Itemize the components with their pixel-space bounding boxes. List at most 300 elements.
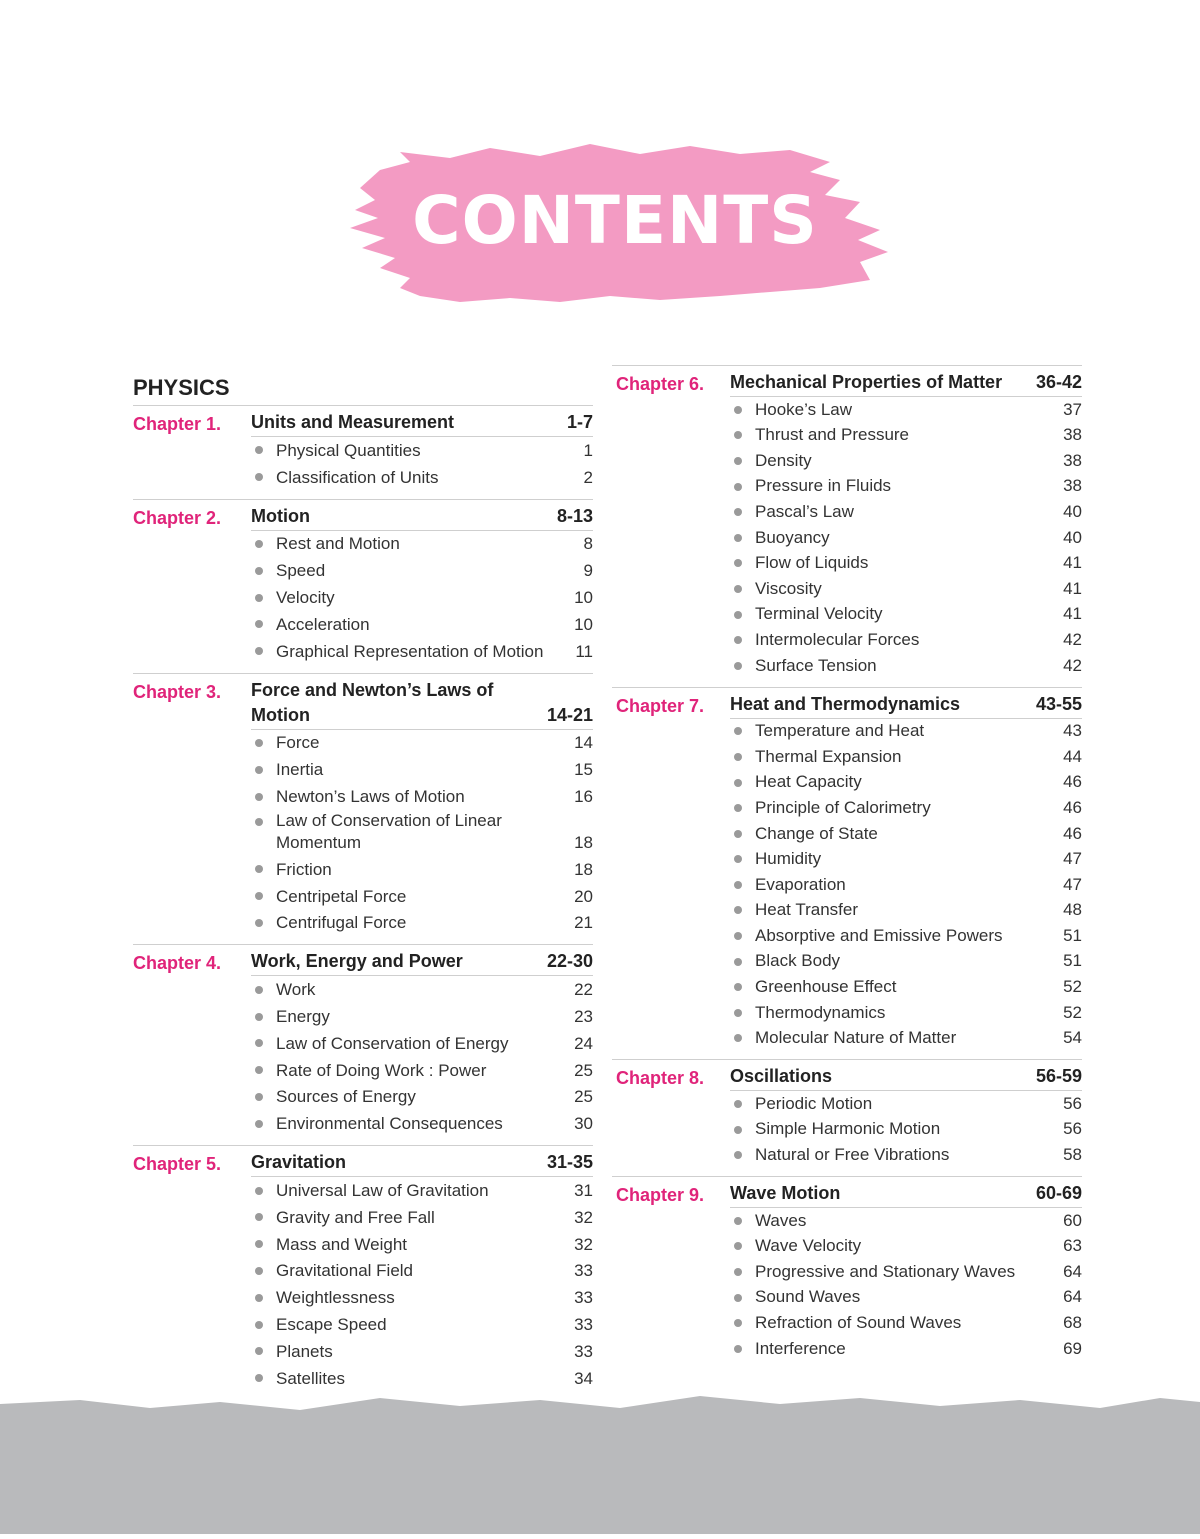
topic-label: Interference [755,1338,846,1358]
topic-item[interactable] [730,499,1082,525]
topic-item[interactable] [730,719,1082,745]
chapter-title-row [730,370,1082,397]
topic-page-number: 34 [574,1368,593,1388]
topic-label: Terminal Velocity [755,604,883,624]
bullet-icon [255,1347,263,1355]
chapter-number: Chapter 9. [616,1185,705,1206]
topic-label: Evaporation [755,874,846,894]
topic-item[interactable] [251,531,593,558]
topic-item[interactable] [730,949,1082,975]
bullet-icon [734,457,742,465]
topic-label: Change of State [755,823,878,843]
bullet-icon [734,779,742,787]
topic-page-number: 33 [574,1261,593,1281]
topic-item[interactable] [251,883,593,910]
bullet-icon [734,534,742,542]
topic-item[interactable] [251,756,593,783]
bullet-icon [734,585,742,593]
chapter-block [612,1059,1082,1176]
topic-page-number: 18 [574,832,593,852]
bullet-icon [734,881,742,889]
topic-page-number: 8 [583,534,593,554]
bullet-icon [734,1217,742,1225]
chapter-page-range: 43-55 [1035,693,1082,714]
topic-label: Universal Law of Gravitation [276,1180,489,1200]
topic-page-number: 33 [574,1341,593,1361]
topic-item[interactable] [730,576,1082,602]
topic-page-number: 10 [574,614,593,634]
topic-item[interactable] [730,551,1082,577]
topic-list [133,437,593,499]
topic-item[interactable] [730,898,1082,924]
topic-label: Greenhouse Effect [755,977,897,997]
bullet-icon [255,1321,263,1329]
bullet-icon [255,473,263,481]
topic-label: Rate of Doing Work : Power [276,1060,487,1080]
bullet-icon [734,1100,742,1108]
topic-page-number: 11 [575,641,593,661]
topic-page-number: 23 [574,1006,593,1026]
bullet-icon [255,1120,263,1128]
topic-label: Graphical Representation of Motion [276,641,544,661]
chapter-number: Chapter 6. [616,374,705,394]
topic-page-number: 9 [583,561,593,581]
topic-list [133,531,593,673]
chapter-page-range: 22-30 [546,951,593,972]
topic-page-number: 10 [574,587,593,607]
topic-list [133,976,593,1145]
topic-page-number: 69 [1063,1338,1082,1358]
topic-item[interactable] [251,584,593,611]
topic-item[interactable] [730,1310,1082,1336]
topic-item[interactable] [251,1338,593,1365]
chapter-title: Work, Energy and Power [251,951,463,972]
chapter-number: Chapter 3. [133,681,222,702]
topic-page-number: 46 [1063,797,1082,817]
topic-list [612,1208,1082,1370]
chapter-heading[interactable] [133,1146,593,1177]
footer-brush-shape [0,1390,1200,1534]
chapter-title-row [251,949,593,976]
bullet-icon [255,1093,263,1101]
topic-page-number: 20 [574,886,593,906]
topic-page-number: 30 [574,1114,593,1134]
footer-brush-path [0,1396,1200,1534]
topic-page-number: 56 [1063,1093,1082,1113]
topic-page-number: 40 [1063,527,1082,547]
topic-page-number: 25 [574,1060,593,1080]
chapter-title: Heat and Thermodynamics [730,693,961,714]
topic-page-number: 54 [1063,1028,1082,1048]
chapter-title: Force and Newton’s Laws of Motion [251,679,494,725]
topic-label: Principle of Calorimetry [755,797,931,817]
topic-page-number: 46 [1063,823,1082,843]
topic-item[interactable] [251,1258,593,1285]
bullet-icon [734,406,742,414]
chapter-heading[interactable] [612,1060,1082,1091]
topic-page-number: 2 [583,467,593,487]
topic-item[interactable] [251,437,593,464]
bullet-icon [734,958,742,966]
topic-list [133,1177,593,1399]
chapter-page-range: 1-7 [566,412,593,432]
topic-label: Density [755,450,812,470]
topic-label: Energy [276,1006,330,1026]
chapter-title-row [251,504,593,531]
topic-page-number: 41 [1063,604,1082,624]
topic-item[interactable] [251,638,593,665]
chapter-number: Chapter 5. [133,1154,222,1175]
topic-label: Simple Harmonic Motion [755,1119,941,1139]
chapter-heading[interactable] [133,945,593,976]
topic-label: Temperature and Heat [755,721,925,741]
topic-page-number: 52 [1063,977,1082,997]
topic-item[interactable] [730,744,1082,770]
bullet-icon [734,431,742,439]
chapter-block [133,944,593,1145]
topic-item[interactable] [251,464,593,491]
topic-page-number: 51 [1063,925,1082,945]
contents-banner [340,140,890,305]
topic-label: Gravitational Field [276,1261,414,1281]
bullet-icon [734,611,742,619]
topic-label: Intermolecular Forces [755,629,920,649]
topic-list [612,719,1082,1060]
topic-item[interactable] [251,856,593,883]
topic-page-number: 31 [574,1180,593,1200]
chapter-block [133,673,593,945]
chapter-block [133,499,593,673]
topic-page-number: 64 [1063,1287,1082,1307]
topic-label: Heat Transfer [755,900,858,920]
topic-label: Thrust and Pressure [755,425,910,445]
topic-item[interactable] [730,872,1082,898]
topic-label: Flow of Liquids [755,553,869,573]
topic-page-number: 15 [574,760,593,780]
topic-item[interactable] [730,474,1082,500]
bullet-icon [255,766,263,774]
topic-label: Periodic Motion [755,1093,873,1113]
bullet-icon [255,1294,263,1302]
topic-label: Centrifugal Force [276,913,407,933]
topic-label: Escape Speed [276,1314,387,1334]
topic-label: Speed [276,561,326,581]
topic-page-number: 63 [1063,1236,1082,1256]
topic-label: Humidity [755,849,822,869]
topic-item[interactable] [730,770,1082,796]
topic-item[interactable] [730,1091,1082,1117]
right-column [612,365,1082,1370]
bullet-icon [255,1267,263,1275]
topic-item[interactable] [730,1285,1082,1311]
topic-item[interactable] [730,847,1082,873]
topic-page-number: 43 [1063,721,1082,741]
topic-page-number: 52 [1063,1002,1082,1022]
topic-item[interactable] [730,1208,1082,1234]
bullet-icon [734,1268,742,1276]
topic-item[interactable] [730,653,1082,679]
topic-label: Natural or Free Vibrations [755,1145,950,1165]
topic-page-number: 42 [1063,629,1082,649]
chapter-page-range: 31-35 [546,1152,593,1173]
topic-item[interactable] [251,1231,593,1258]
chapter-number: Chapter 4. [133,953,222,974]
topic-item[interactable] [730,1336,1082,1362]
topic-page-number: 41 [1063,553,1082,573]
topic-label: Friction [276,859,332,879]
topic-item[interactable] [730,974,1082,1000]
topic-item[interactable] [251,810,593,856]
bullet-icon [255,594,263,602]
chapter-number: Chapter 8. [616,1068,705,1089]
topic-list [133,730,593,945]
topic-label: Thermal Expansion [755,746,902,766]
topic-page-number: 21 [574,913,593,933]
topic-page-number: 46 [1063,772,1082,792]
topic-page-number: 60 [1063,1210,1082,1230]
topic-page-number: 56 [1063,1119,1082,1139]
topic-item[interactable] [251,1057,593,1084]
topic-label: Force [276,733,320,753]
chapter-heading[interactable] [612,688,1082,719]
chapter-title: Oscillations [730,1066,833,1087]
topic-page-number: 24 [574,1033,593,1053]
topic-label: Viscosity [755,578,822,598]
bullet-icon [255,1240,263,1248]
bullet-icon [734,636,742,644]
topic-label: Heat Capacity [755,772,862,792]
topic-item[interactable] [730,1026,1082,1052]
topic-item[interactable] [730,423,1082,449]
bullet-icon [734,932,742,940]
topic-item[interactable] [251,557,593,584]
chapter-page-range: 60-69 [1035,1183,1082,1204]
topic-item[interactable] [730,397,1082,423]
topic-item[interactable] [251,1003,593,1030]
topic-item[interactable] [251,611,593,638]
topic-label: Progressive and Stationary Waves [755,1261,1016,1281]
topic-label: Inertia [276,760,324,780]
bullet-icon [734,1242,742,1250]
chapter-number: Chapter 7. [616,695,705,716]
bullet-icon [734,1126,742,1134]
topic-page-number: 38 [1063,476,1082,496]
chapter-number: Chapter 1. [133,414,222,434]
bullet-icon [734,1294,742,1302]
bullet-icon [255,1187,263,1195]
bullet-icon [255,1213,263,1221]
topic-page-number: 37 [1063,399,1082,419]
topic-page-number: 18 [574,859,593,879]
chapter-title-row [730,1064,1082,1091]
bullet-icon [734,559,742,567]
chapter-heading[interactable] [612,1177,1082,1208]
topic-page-number: 32 [574,1207,593,1227]
topic-item[interactable] [251,1084,593,1111]
bullet-icon [255,892,263,900]
topic-item[interactable] [251,1284,593,1311]
topic-item[interactable] [730,1117,1082,1143]
topic-page-number: 42 [1063,655,1082,675]
topic-label: Sources of Energy [276,1087,416,1107]
bullet-icon [734,1151,742,1159]
topic-page-number: 25 [574,1087,593,1107]
topic-page-number: 58 [1063,1145,1082,1165]
topic-label: Rest and Motion [276,534,400,554]
topic-item[interactable] [730,923,1082,949]
chapter-heading[interactable] [133,406,593,437]
topic-item[interactable] [251,1177,593,1204]
topic-item[interactable] [730,1142,1082,1168]
topic-label: Sound Waves [755,1287,861,1307]
bullet-icon [255,865,263,873]
topic-label: Absorptive and Emissive Powers [755,925,1003,945]
topic-page-number: 68 [1063,1313,1082,1332]
chapter-title: Wave Motion [730,1183,841,1204]
topic-item[interactable] [251,976,593,1003]
bullet-icon [255,818,263,826]
topic-item[interactable] [730,821,1082,847]
topic-page-number: 40 [1063,501,1082,521]
bullet-icon [255,647,263,655]
topic-label: Work [276,980,316,1000]
bullet-icon [734,855,742,863]
chapter-title-row [251,410,593,437]
topic-label: Satellites [276,1368,345,1388]
bullet-icon [734,508,742,516]
chapter-page-range: 8-13 [556,505,593,526]
left-column [133,365,593,1400]
topic-item[interactable] [251,1311,593,1338]
topic-label: Thermodynamics [755,1002,886,1022]
topic-list [612,397,1082,687]
bullet-icon [255,446,263,454]
topic-item[interactable] [730,602,1082,628]
topic-label: Molecular Nature of Matter [755,1028,957,1048]
topic-item[interactable] [251,910,593,937]
bullet-icon [734,1009,742,1017]
topic-label: Buoyancy [755,527,830,547]
topic-page-number: 22 [574,980,593,1000]
topic-label: Hooke’s Law [755,399,853,419]
topic-page-number: 41 [1063,578,1082,598]
bullet-icon [734,1319,742,1327]
right-chapter-list [612,365,1082,1370]
topic-item[interactable] [730,448,1082,474]
topic-label: Environmental Consequences [276,1114,503,1134]
topic-item[interactable] [730,525,1082,551]
chapter-heading[interactable] [133,500,593,531]
topic-page-number: 51 [1063,951,1082,971]
topic-page-number: 33 [574,1288,593,1308]
chapter-page-range: 14-21 [546,704,593,725]
footer-brush-band [0,1390,1200,1534]
topic-label: Surface Tension [755,655,877,675]
topic-label: Gravity and Free Fall [276,1207,435,1227]
chapter-title: Mechanical Properties of Matter [730,372,1003,392]
topic-list [612,1091,1082,1176]
topic-page-number: 38 [1063,425,1082,445]
topic-item[interactable] [251,730,593,757]
topic-label: Law of Conservation of Energy [276,1033,509,1053]
topic-page-number: 1 [583,440,593,460]
bullet-icon [255,1374,263,1382]
subject-heading: PHYSICS [133,375,230,400]
topic-item[interactable] [251,783,593,810]
chapter-title-row [730,692,1082,719]
topic-label: Pressure in Fluids [755,476,892,496]
chapter-block [612,687,1082,1060]
chapter-heading[interactable] [612,366,1082,397]
chapter-page-range: 56-59 [1035,1066,1082,1087]
topic-item[interactable] [730,1234,1082,1260]
topic-item[interactable] [730,1259,1082,1285]
topic-page-number: 33 [574,1314,593,1334]
bullet-icon [255,793,263,801]
topic-item[interactable] [251,1204,593,1231]
topic-page-number: 44 [1063,746,1082,766]
chapter-heading[interactable] [133,674,593,730]
topic-item[interactable] [251,1030,593,1057]
topic-label: Planets [276,1341,333,1361]
chapter-title: Gravitation [251,1152,347,1173]
topic-page-number: 16 [574,786,593,806]
topic-label: Newton’s Laws of Motion [276,786,465,806]
bullet-icon [734,906,742,914]
topic-label: Waves [755,1210,807,1230]
bullet-icon [255,620,263,628]
bullet-icon [734,483,742,491]
bullet-icon [734,804,742,812]
topic-item[interactable] [730,795,1082,821]
topic-item[interactable] [730,627,1082,653]
topic-label: Velocity [276,587,335,607]
bullet-icon [734,983,742,991]
chapter-title-row [730,1181,1082,1208]
chapter-title: Units and Measurement [251,412,455,432]
topic-label: Mass and Weight [276,1234,408,1254]
topic-label: Pascal’s Law [755,501,854,521]
topic-label: Acceleration [276,614,370,634]
topic-page-number: 47 [1063,874,1082,894]
topic-page-number: 64 [1063,1261,1082,1281]
bullet-icon [255,919,263,927]
bullet-icon [734,753,742,761]
topic-page-number: 38 [1063,450,1082,470]
topic-label: Weightlessness [276,1288,395,1308]
topic-page-number: 47 [1063,849,1082,869]
topic-label: Wave Velocity [755,1236,862,1256]
topic-label: Classification of Units [276,467,439,487]
left-chapter-list [133,405,593,1400]
topic-label: Black Body [755,951,841,971]
chapter-title-row [251,678,593,730]
bullet-icon [255,540,263,548]
chapter-block [133,405,593,499]
chapter-block [612,365,1082,687]
bullet-icon [734,727,742,735]
chapter-number: Chapter 2. [133,507,222,528]
bullet-icon [255,1066,263,1074]
chapter-block [612,1176,1082,1370]
topic-item[interactable] [730,1000,1082,1026]
chapter-title-row [251,1150,593,1177]
bullet-icon [255,1039,263,1047]
topic-item[interactable] [251,1110,593,1137]
topic-page-number: 14 [574,733,593,753]
bullet-icon [734,1034,742,1042]
topic-item[interactable] [251,1365,593,1392]
